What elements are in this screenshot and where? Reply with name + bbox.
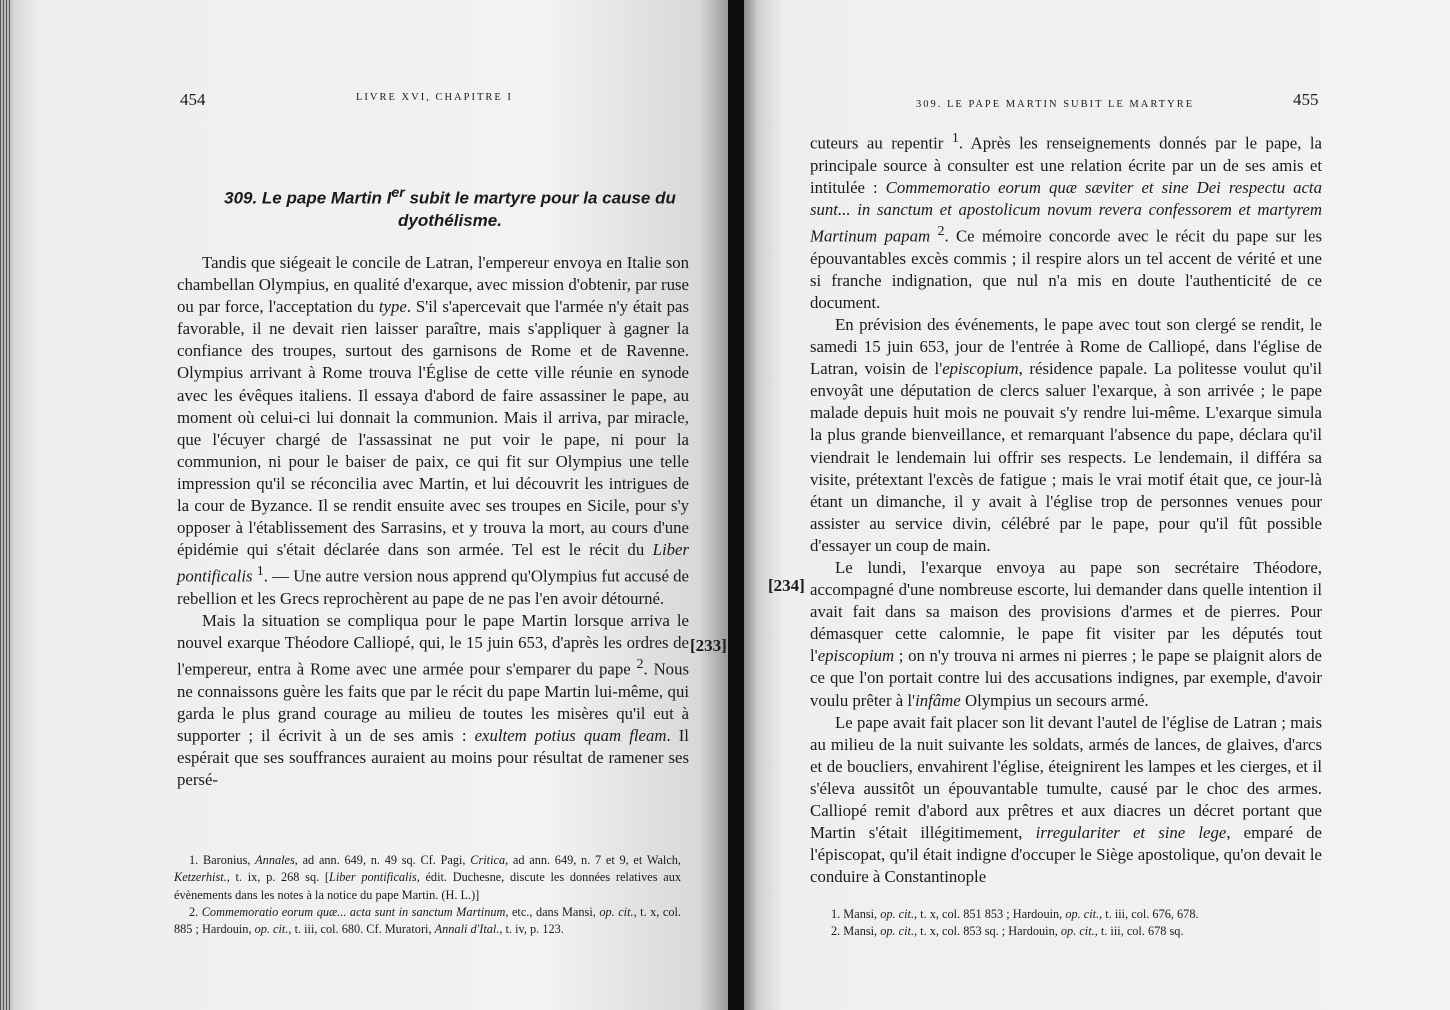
right-paragraph-4: Le pape avait fait placer son lit devant l'autel de l'église de Latran ; mais au milieu de la nuit suivante les soldats, armés de lances, de glaives, d'arcs et de boucliers, envahirent l'église, éteignirent les lampes et les cierges, et il s'éleva aussitôt un épouvantable tumulte, causé par le choc des armes. Calliopé remit d'abord aux prêtres et aux diacres un décret portant que Martin s'était illégitimement, irregulariter et sine lege, emparé de l'épiscopat, qu'il était indigne d'occuper le Siège apostolique, qu'on devait le conduire à Constantinople: [810, 712, 1322, 887]
left-footnotes: [174, 852, 681, 938]
right-paragraph-1: cuteurs au repentir $^1$. Après les renseignements donnés par le pape, la principale source à consulter est une relation écrite par un de ses amis et intitulée : Commemoratio eorum quæ sæviter et sine Dei respectu acta sunt... in sanctum et apostolicum novum revera confessorem et martyrem Martinum papam $^2$. Ce mémoire concorde avec le récit du pape sur les épouvantables excès commis ; il respire alors un tel accent de vérité et une si franche indignation, que nul n'a mis en doute l'authenticité de ce document.: [810, 131, 1322, 312]
right-paragraph-3: Le lundi, l'exarque envoya au pape son secrétaire Théodore, accompagné d'une nombreuse escorte, lui demander dans quelle intention il avait fait dans sa maison des provisions d'armes et de pierres. Pour démasquer cette calomnie, le pape fit visiter par les députés tout l'episcopium ; on n'y trouva ni armes ni pierres ; le pape se plaignit alors de ce que l'on portait contre lui des accusations indignes, par exemple, d'avoir voulu prêter à l'infâme Olympius un secours armé.: [810, 557, 1322, 710]
right-paragraph-2: En prévision des événements, le pape avec tout son clergé se rendit, le samedi 15 juin 653, jour de l'entrée à Rome de Calliopé, dans l'église de Latran, voisin de l'episcopium, résidence papale. La politesse voulut qu'il envoyât une députation de clercs saluer l'exarque, à son arrivée ; le pape malade depuis huit mois ne pouvait s'y rendre lui-même. L'exarque simula la plus grande bienveillance, et remarquant l'absence du pape, déclara qu'il viendrait le lendemain lui offrir ses respects. Le lendemain, il différa sa visite, prétextant l'excès de fatigue ; mais le vrai motif était que, ce jour-là étant un dimanche, il y avait à l'église trop de personnes venues pour assister au service divin, célébré par le pape, pour qu'il fût possible d'essayer un coup de main.: [810, 314, 1322, 555]
section-title: 309. Le pape Martin Ier subit le martyre pour la cause du dyothélisme.: [224, 185, 676, 230]
left-paragraph-2: Mais la situation se compliqua pour le pape Martin lorsque arriva le nouvel exarque Théodore Calliopé, qui, le 15 juin 653, d'après les ordres de l'empereur, entra à Rome avec une armée pour s'emparer du pape $^2$. Nous ne connaissons guère les faits que par le récit du pape Martin lui-même, qui garda le plus grand courage au milieu de toutes les misères qu'il eut à supporter ; il écrivit à un de ses amis : exultem potius quam fleam. Il espérait que ses souffrances auraient au moins pour résultat de ramener ses persé-: [177, 611, 689, 790]
right-page: [744, 0, 1450, 1010]
book-gutter: [728, 0, 744, 1010]
marginal-number-233: [233]: [690, 636, 727, 655]
left-footnote-2: 2. Commemoratio eorum quæ... acta sunt in sanctum Martinum, etc., dans Mansi, op. cit., t. x, col. 885 ; Hardouin, op. cit., t. iii, col. 680. Cf. Muratori, Annali d'Ital., t. iv, p. 123.: [174, 904, 681, 937]
right-footnote-2: 2. Mansi, op. cit., t. x, col. 853 sq. ; Hardouin, op. cit., t. iii, col. 678 sq.: [831, 924, 1184, 939]
running-head-left: LIVRE XVI, CHAPITRE I: [356, 92, 513, 103]
running-head-right: 309. LE PAPE MARTIN SUBIT LE MARTYRE: [916, 99, 1195, 110]
page-edge: [0, 0, 10, 1010]
right-footnotes: [816, 906, 1321, 941]
right-footnote-1: 1. Mansi, op. cit., t. x, col. 851 853 ; Hardouin, op. cit., t. iii, col. 676, 678.: [831, 907, 1199, 921]
left-footnote-1: 1. Baronius, Annales, ad ann. 649, n. 49 sq. Cf. Pagi, Critica, ad ann. 649, n. 7 et 9, et Walch, Ketzerhist., t. ix, p. 268 sq. [Liber pontificalis, édit. Duchesne, discute les données relatives aux évènements dans les notes à la notice du pape Martin. (H. L.)]: [174, 853, 682, 902]
page-number-right: 455: [1293, 90, 1319, 109]
right-body-text: [810, 128, 1322, 888]
page-number-left: 454: [180, 90, 206, 109]
left-paragraph-1: Tandis que siégeait le concile de Latran, l'empereur envoya en Italie son chambellan Olympius, en qualité d'exarque, avec mission d'obtenir, par ruse ou par force, l'acceptation du type. S'il s'apercevait que l'armée n'y était pas favorable, il ne devait rien laisser paraître, mais s'appliquer à gagner la confiance des troupes, surtout des garnisons de Rome et de Ravenne. Olympius arrivant à Rome trouva l'Église de cette ville réunie en synode avec les évêques italiens. Il essaya d'abord de faire assassiner le pape, au moment où celui-ci lui donnait la communion. Mais il arriva, par miracle, que l'écuyer chargé de l'assassinat ne put voir le pape, ni pour la communion, ni pour le baiser de paix, ce qui fit sur Olympius une telle impression qu'il se réconcilia avec Martin, et lui découvrit les intrigues de la cour de Byzance. Il se rendit ensuite avec ses troupes en Sicile, pour s'y opposer à l'établissement des Sarrasins, et y trouva la mort, au cours d'une épidémie qui s'était déclarée dans son armée. Tel est le récit du Liber pontificalis $^1$. — Une autre version nous apprend qu'Olympius fut accusé de rebellion et les Grecs reprochèrent au pape de ne pas l'en avoir détourné.: [177, 253, 689, 608]
marginal-number-234: [234]: [768, 576, 805, 595]
left-body-text: [177, 252, 689, 791]
